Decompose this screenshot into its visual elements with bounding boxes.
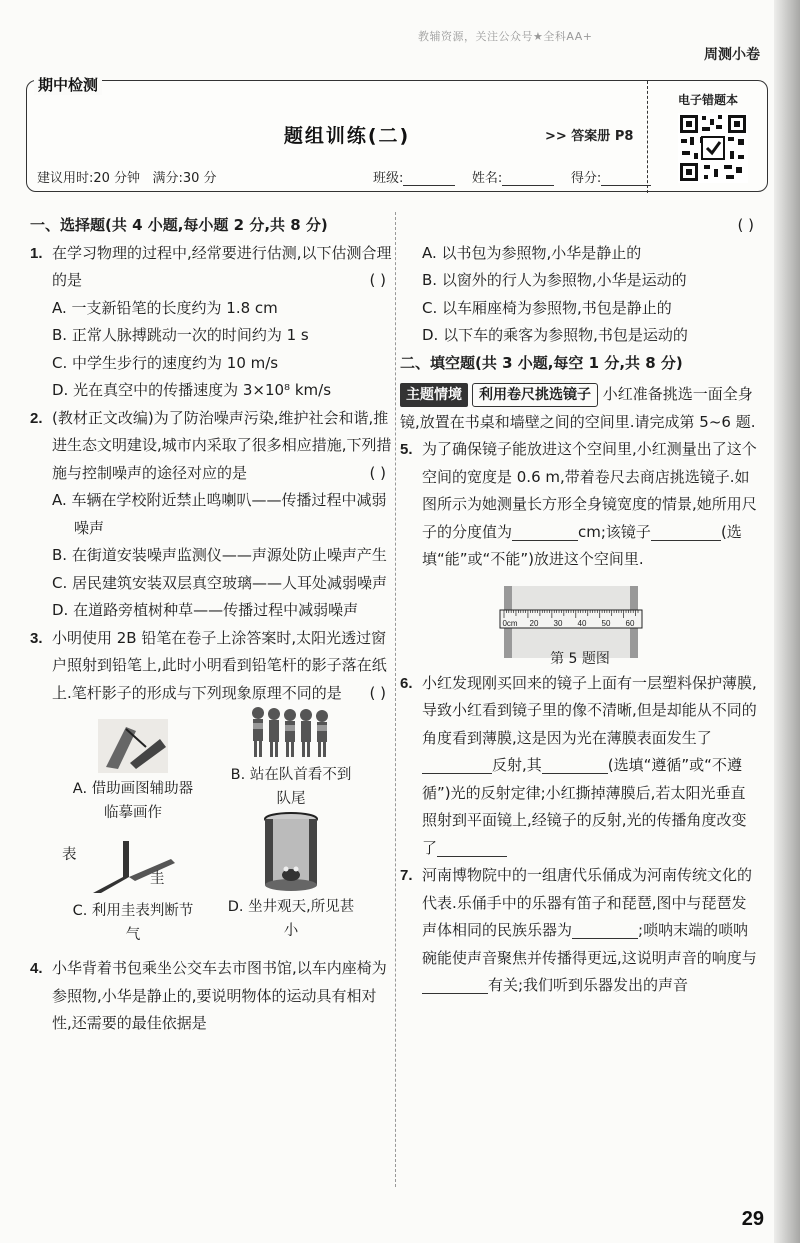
q6-text1: 小红发现刚买回来的镜子上面有一层塑料保护薄膜,导致小红看到镜子里的像不清晰,但是却能从不同的角度看到薄膜,这是因为光在薄膜表面发生了 <box>422 673 757 747</box>
q1-option-c: C. 中学生步行的速度约为 10 m/s <box>52 353 279 372</box>
question-5 <box>400 436 760 574</box>
q7-text1: 河南博物院中的一组唐代乐俑成为河南传统文化的代表.乐俑手中的乐器有笛子和琵琶,图中与琵琶发声体相同的民族乐器为 <box>422 866 753 939</box>
class-label: 班级: <box>373 171 404 186</box>
gnomon-label: 表 <box>62 847 77 863</box>
q3-option-c: C. 利用圭表判断节气 <box>72 903 194 943</box>
q6-text3: (选填“遵循”或“不遵循”)光的反射定律;小红撕掉薄膜后,若太阳光垂直照射到平面镜上,经镜子的反射,光的传播角度改变了 <box>422 756 747 857</box>
name-label: 姓名: <box>471 171 503 186</box>
section1-heading: 一、选择题(共 4 小题,每小题 2 分,共 8 分) <box>30 216 328 234</box>
q5-blank-1[interactable] <box>512 523 578 541</box>
q3-option-c-cell <box>62 837 198 947</box>
time-score-info <box>37 167 217 186</box>
q2-number: 2. <box>30 409 43 427</box>
q4-option-c: C. 以车厢座椅为参照物,书包是静止的 <box>422 298 672 317</box>
gui-label: 圭 <box>150 871 165 887</box>
ruler-tick-label: 40 <box>577 618 587 628</box>
left-column <box>30 212 392 1038</box>
q4-paren-line <box>400 212 760 240</box>
q1-option-d: D. 光在真空中的传播速度为 3×10⁸ km/s <box>52 381 332 399</box>
ruler-tick-label: 50 <box>601 618 611 628</box>
q4-option-a: A. 以书包为参照物,小华是静止的 <box>422 243 642 262</box>
q3-option-d: D. 坐井观天,所见甚小 <box>227 899 355 939</box>
q7-text3: 有关;我们听到乐器发出的声音 <box>488 976 689 994</box>
q4-option-d: D. 以下车的乘客为参照物,书包是运动的 <box>422 326 688 344</box>
question-7 <box>400 862 760 1000</box>
q6-number: 6. <box>400 674 413 692</box>
q4-number: 4. <box>30 960 43 977</box>
question-3 <box>30 625 392 708</box>
theme-intro-text: 小红准备挑选一面全身镜,放置在书桌和墙壁之间的空间里.请完成第 5~6 题. <box>400 385 756 431</box>
ruler-tick-label: 20 <box>529 618 539 628</box>
total-score: 满分:30 分 <box>152 171 217 186</box>
q5-figure-caption: 第 5 题图 <box>550 650 610 667</box>
q5-text1: 为了确保镜子能放进这个空间里,小红测量出了这个空间的宽度是 0.6 m,带着卷尺去商店挑选镜子.如图所示为她测量长方形全身镜宽度的情景,她所用尺子的分度值为 <box>422 440 757 541</box>
q7-text2: ;唢呐末端的唢呐碗能使声音聚焦并传播得更远,这说明声音的响度与 <box>422 921 757 967</box>
q4-option-b: B. 以窗外的行人为参照物,小华是运动的 <box>422 271 687 289</box>
q2-stem: (教材正文改编)为了防治噪声污染,维护社会和谐,推进生态文明建设,城市内采取了很多相应措施,下列措施与控制噪声的途径对应的是 <box>52 408 392 482</box>
ruler-tick-label: 30 <box>553 618 563 628</box>
page-title: 题组训练(二) <box>283 125 411 147</box>
q3-option-a: A. 借助画图辅助器临摹画作 <box>72 781 194 821</box>
q6-blank-1[interactable] <box>422 756 492 774</box>
name-field[interactable] <box>502 172 554 186</box>
column-divider <box>395 212 396 1187</box>
q3-option-b: B. 站在队首看不到队尾 <box>230 767 352 807</box>
right-column <box>400 212 760 1000</box>
q3-option-d-cell <box>226 811 356 943</box>
drawing-aid-picture <box>96 717 170 775</box>
q2-option-d: D. 在道路旁植树种草——传播过程中减弱噪声 <box>52 601 359 619</box>
q5-text2: cm;该镜子 <box>578 522 651 541</box>
q3-pictures-row1 <box>30 707 392 827</box>
qr-label: 电子错题本 <box>677 93 738 107</box>
q4-answer-paren[interactable]: ( ) <box>737 216 754 234</box>
qr-code-icon[interactable] <box>678 113 748 183</box>
q1-answer-paren[interactable]: ( ) <box>369 271 386 289</box>
question-6 <box>400 670 760 863</box>
question-4 <box>30 955 392 1038</box>
section2-heading: 二、填空题(共 3 小题,每空 1 分,共 8 分) <box>400 353 683 372</box>
q2-option-c: C. 居民建筑安装双层真空玻璃——人耳处减弱噪声 <box>52 573 388 592</box>
q5-figure <box>400 574 760 670</box>
q1-option-a: A. 一支新铅笔的长度约为 1.8 cm <box>52 298 278 317</box>
answer-reference: >> 答案册 P8 <box>545 129 634 144</box>
frog-in-well-picture <box>262 811 320 893</box>
suggested-time: 建议用时:20 分钟 <box>37 171 141 186</box>
q6-text2: 反射,其 <box>492 756 542 774</box>
student-info <box>373 167 651 186</box>
score-field[interactable] <box>601 172 651 186</box>
q7-blank-1[interactable] <box>572 921 638 939</box>
q2-answer-paren[interactable]: ( ) <box>369 463 386 482</box>
q1-stem: 在学习物理的过程中,经常要进行估测,以下估测合理的是 <box>52 243 392 289</box>
theme-name: 利用卷尺挑选镜子 <box>472 383 598 407</box>
q5-number: 5. <box>400 441 413 458</box>
top-watermark: 教辅资源，关注公众号★全科AA+ <box>418 30 593 43</box>
ruler-tick-label: 0cm <box>502 618 518 628</box>
qr-panel <box>647 81 767 193</box>
q4-stem: 小华背着书包乘坐公交车去市图书馆,以车内座椅为参照物,小华是静止的,要说明物体的运动具有相对性,还需要的最佳依据是 <box>52 959 387 1032</box>
exam-type-label: 期中检测 <box>34 74 102 95</box>
q1-number: 1. <box>30 244 43 262</box>
q7-blank-2[interactable] <box>422 976 488 994</box>
q2-option-b: B. 在街道安装噪声监测仪——声源处防止噪声产生 <box>52 546 387 564</box>
q3-pictures-row2 <box>30 827 392 955</box>
q6-blank-2[interactable] <box>542 756 608 774</box>
corner-label: 周测小卷 <box>704 47 760 63</box>
page-number: 29 <box>741 1208 764 1230</box>
q5-text3: (选填“能”或“不能”)放进这个空间里. <box>422 522 742 568</box>
q3-option-b-cell <box>226 701 356 811</box>
theme-badge: 主题情境 <box>400 383 468 407</box>
q7-number: 7. <box>400 867 413 884</box>
question-2 <box>30 405 392 488</box>
score-label: 得分: <box>570 171 602 186</box>
q1-option-b: B. 正常人脉搏跳动一次的时间约为 1 s <box>52 326 309 344</box>
q2-option-a: A. 车辆在学校附近禁止鸣喇叭——传播过程中减弱噪声 <box>52 491 387 537</box>
class-field[interactable] <box>403 172 455 186</box>
q5-blank-2[interactable] <box>651 523 721 541</box>
header-box <box>26 80 768 192</box>
theme-intro <box>400 381 760 436</box>
question-1 <box>30 240 392 295</box>
q3-option-a-cell <box>68 717 198 825</box>
queue-of-people-picture <box>246 701 336 761</box>
ruler-tick-label: 60 <box>625 618 635 628</box>
q6-blank-3[interactable] <box>437 839 507 857</box>
gnomon-sundial-picture <box>83 837 183 897</box>
q3-number: 3. <box>30 629 43 647</box>
q3-stem: 小明使用 2B 铅笔在卷子上涂答案时,太阳光透过窗户照射到铅笔上,此时小明看到铅笔杆的影子落在纸上.笔杆影子的形成与下列现象原理不同的是 <box>52 628 387 702</box>
q3-answer-paren[interactable]: ( ) <box>369 683 386 702</box>
